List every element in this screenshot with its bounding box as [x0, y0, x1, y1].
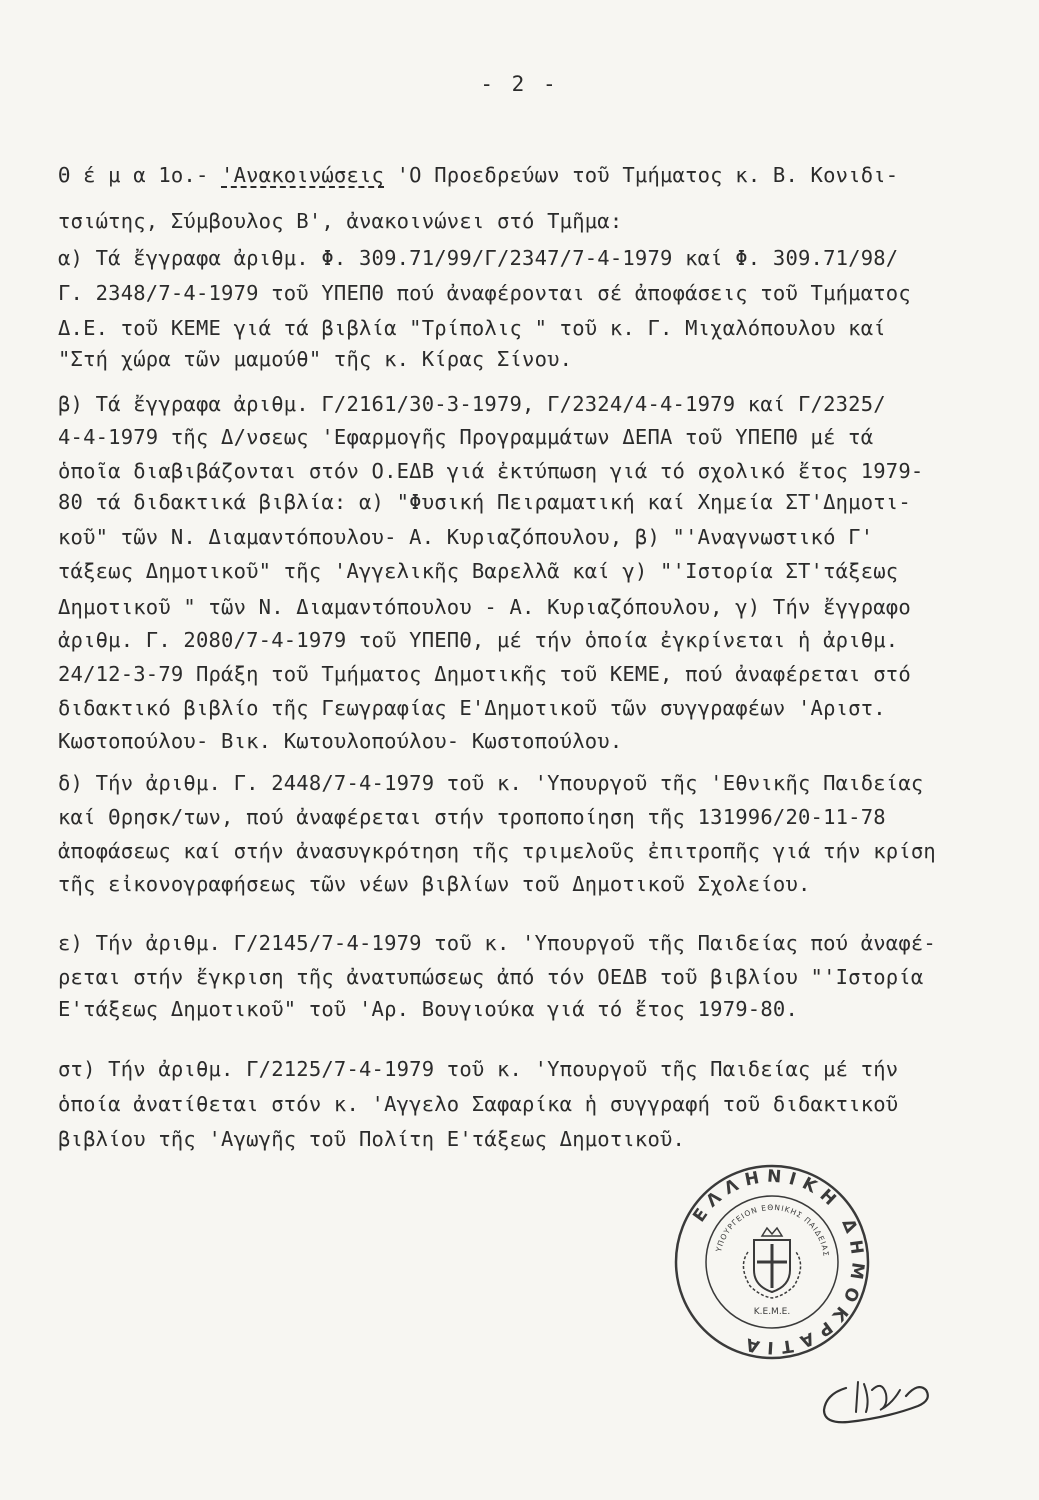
text-line: Κωστοπούλου- Βικ. Κωτουλοπούλου- Κωστοπούλου. — [58, 729, 623, 753]
text-line: ὁποῖα διαβιβάζονται στόν Ο.ΕΔΒ γιά ἐκτύπωση γιά τό σχολικό ἔτος 1979- — [58, 459, 924, 483]
page-number: - 2 - — [480, 72, 559, 96]
theme-text: 'Ο Προεδρεύων τοῦ Τμήματος κ. Β. Κονιδι- — [384, 163, 899, 187]
text-line: 80 τά διδακτικά βιβλία: α) "Φυσική Πειραματική καί Χημεία ΣΤ'Δημοτι- — [58, 490, 911, 514]
text-line: στ) Τήν ἀριθμ. Γ/2125/7-4-1979 τοῦ κ. 'Υπουργοῦ τῆς Παιδείας μέ τήν — [58, 1057, 899, 1081]
text-line: δ) Τήν ἀριθμ. Γ. 2448/7-4-1979 τοῦ κ. 'Υπουργοῦ τῆς 'Εθνικῆς Παιδείας — [58, 771, 924, 795]
text-line: "Στή χώρα τῶν μαμούθ" τῆς κ. Κίρας Σίνου. — [58, 347, 573, 371]
text-line: καί Θρησκ/των, πού ἀναφέρεται στήν τροποποίηση τῆς 131996/20-11-78 — [58, 805, 886, 829]
text-line: ε) Τήν ἀριθμ. Γ/2145/7-4-1979 τοῦ κ. 'Υπουργοῦ τῆς Παιδείας πού ἀναφέ- — [58, 931, 936, 955]
text-line: β) Τά ἔγγραφα ἀριθμ. Γ/2161/30-3-1979, Γ/2324/4-4-1979 καί Γ/2325/ — [58, 392, 886, 416]
text-line: 24/12-3-79 Πράξη τοῦ Τμήματος Δημοτικῆς τοῦ ΚΕΜΕ, πού ἀναφέρεται στό — [58, 662, 911, 686]
text-line: ἀποφάσεως καί στήν ἀνασυγκρότηση τῆς τριμελοῦς ἐπιτροπῆς γιά τήν κρίση — [58, 839, 936, 863]
svg-text:ΥΠΟΥΡΓΕΙΟΝ ΕΘΝΙΚΗΣ ΠΑΙΔΕΙΑΣ: ΥΠΟΥΡΓΕΙΟΝ ΕΘΝΙΚΗΣ ΠΑΙΔΕΙΑΣ — [714, 1202, 831, 1258]
text-line: διδακτικό βιβλίο τῆς Γεωγραφίας Ε'Δημοτικοῦ τῶν συγγραφέων 'Αριστ. — [58, 696, 886, 720]
text-line: ὁποία ἀνατίθεται στόν κ. 'Αγγελο Σαφαρίκα ἡ συγγραφή τοῦ διδακτικοῦ — [58, 1092, 899, 1116]
text-line: τῆς εἰκονογραφήσεως τῶν νέων βιβλίων τοῦ Δημοτικοῦ Σχολείου. — [58, 872, 811, 896]
text-line: ρεται στήν ἔγκριση τῆς ἀνατυπώσεως ἀπό τόν ΟΕΔΒ τοῦ βιβλίου "'Ιστορία — [58, 965, 924, 989]
text-line: Ε'τάξεως Δημοτικοῦ" τοῦ 'Αρ. Βουγιούκα γιά τό ἔτος 1979-80. — [58, 997, 798, 1021]
svg-text:Κ.Ε.Μ.Ε.: Κ.Ε.Μ.Ε. — [753, 1307, 791, 1317]
theme-title: 'Ανακοινώσεις — [221, 163, 385, 187]
text-line: 4-4-1979 τῆς Δ/νσεως 'Εφαρμογῆς Προγραμμάτων ΔΕΠΑ τοῦ ΥΠΕΠΘ μέ τά — [58, 425, 874, 449]
signature — [806, 1360, 941, 1435]
text-line: ἀριθμ. Γ. 2080/7-4-1979 τοῦ ΥΠΕΠΘ, μέ τήν ὁποία ἐγκρίνεται ἡ ἀριθμ. — [58, 628, 899, 652]
text-line: Γ. 2348/7-4-1979 τοῦ ΥΠΕΠΘ πού ἀναφέρονται σέ ἀποφάσεις τοῦ Τμήματος — [58, 281, 911, 305]
official-seal — [672, 1162, 872, 1362]
text-line: α) Τά ἔγγραφα ἀριθμ. Φ. 309.71/99/Γ/2347/7-4-1979 καί Φ. 309.71/98/ — [58, 246, 899, 270]
svg-text:ΕΛΛΗΝΙΚΗ ΔΗΜΟΚΡΑΤΙΑ: ΕΛΛΗΝΙΚΗ ΔΗΜΟΚΡΑΤΙΑ — [689, 1166, 868, 1358]
text-line: Δημοτικοῦ " τῶν Ν. Διαμαντόπουλου - Α. Κυριαζόπουλου, γ) Τήν ἔγγραφο — [58, 595, 911, 619]
theme-line-1 — [58, 160, 898, 190]
theme-label: Θ έ μ α 1ο.- — [58, 163, 222, 187]
text-line: κοῦ" τῶν Ν. Διαμαντόπουλου- Α. Κυριαζόπουλου, β) "'Αναγνωστικό Γ' — [58, 525, 874, 549]
text-line: βιβλίου τῆς 'Αγωγῆς τοῦ Πολίτη Ε'τάξεως Δημοτικοῦ. — [58, 1127, 686, 1151]
text-line: Δ.Ε. τοῦ ΚΕΜΕ γιά τά βιβλία "Τρίπολις " τοῦ κ. Γ. Μιχαλόπουλου καί — [58, 316, 886, 340]
text-line: τάξεως Δημοτικοῦ" τῆς 'Αγγελικῆς Βαρελλᾶ καί γ) "'Ιστορία ΣΤ'τάξεως — [58, 559, 899, 583]
text-line: τσιώτης, Σύμβουλος Β', ἀνακοινώνει στό Τμῆμα: — [58, 209, 623, 233]
